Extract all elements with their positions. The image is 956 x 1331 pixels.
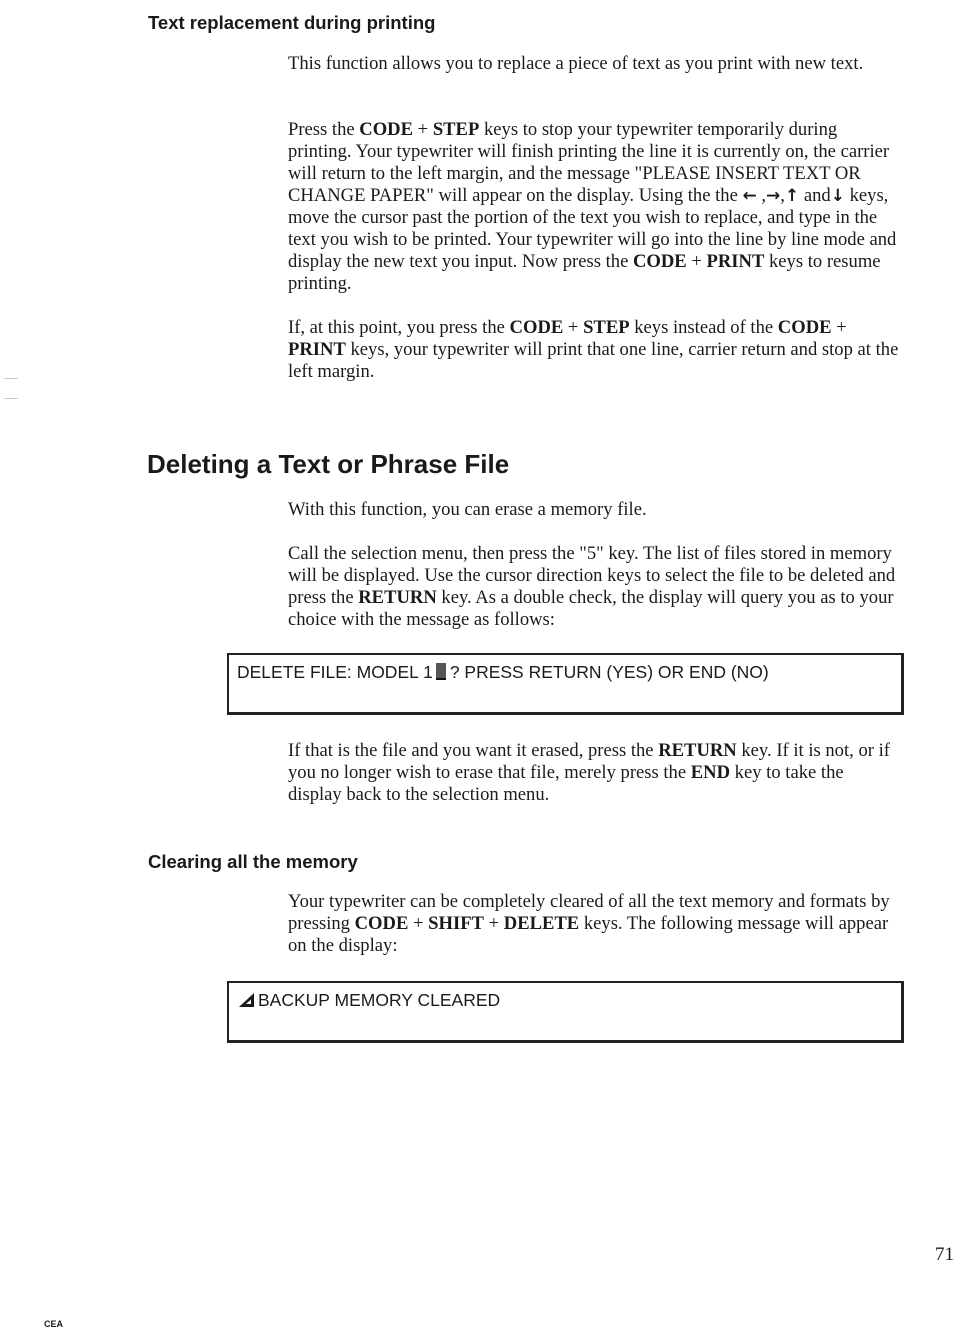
display-message: BACKUP MEMORY CLEARED [237, 990, 500, 1011]
display-backup-cleared [227, 981, 904, 1043]
key-shift: SHIFT [428, 913, 484, 934]
paragraph-step-alternative: If, at this point, you press the CODE + STEP keys instead of the CODE + PRINT keys, your typewriter will print that one line, carrier return and stop at the left margin. [288, 317, 899, 382]
footer-code: CEA [44, 1319, 64, 1329]
key-delete: DELETE [503, 913, 580, 934]
paragraph-instructions: Press the CODE + STEP keys to stop your typewriter temporarily during printing. Your typewriter will finish printing the line it is currently on, the carrier will return to the left margin, and the message "PLEASE INSERT TEXT OR CHANGE PAPER" will appear on the display. Using the the ← ,→,↑ and↓ keys, move the cursor past the portion of the text you wish to replace, and type in the text you wish to be printed. Your typewriter will go into the line by line mode and display the new text you input. Now press the CODE + PRINT keys to resume printing. [288, 119, 897, 294]
section-heading-text-replacement: Text replacement during printing [148, 12, 436, 33]
arrow-right-icon: → [766, 186, 781, 206]
paragraph-erase-intro: With this function, you can erase a memory file. [288, 499, 647, 520]
arrow-left-icon: ← [742, 186, 757, 206]
display-delete-file [227, 653, 904, 715]
key-return: RETURN [358, 587, 437, 608]
key-code: CODE [777, 317, 832, 338]
key-print: PRINT [706, 251, 765, 272]
arrow-up-icon: ↑ [784, 186, 800, 206]
key-step: STEP [583, 317, 630, 338]
key-print: PRINT [288, 339, 346, 360]
scan-mark [4, 398, 18, 399]
key-code: CODE [354, 913, 409, 934]
key-return: RETURN [658, 740, 737, 761]
paragraph-selection-menu: Call the selection menu, then press the "5" key. The list of files stored in memory will be displayed. Use the cursor direction keys to select the file to be deleted and press the RETURN key. As a double check, the display will query you as to your choice with the message as follows: [288, 543, 896, 630]
scan-mark [4, 378, 18, 379]
section-heading-clearing-memory: Clearing all the memory [148, 851, 358, 872]
key-code: CODE [509, 317, 564, 338]
paragraph-confirm-delete: If that is the file and you want it erased, press the RETURN key. If it is not, or if you no longer wish to erase that file, merely press the END key to take the display back to the selection menu. [288, 740, 890, 805]
paragraph-clear-memory: Your typewriter can be completely cleared of all the text memory and formats by pressing CODE + SHIFT + DELETE keys. The following message will appear on the display: [288, 891, 890, 956]
key-end: END [690, 762, 731, 783]
display-message: DELETE FILE: MODEL 1 ? PRESS RETURN (YES) OR END (NO) [237, 662, 769, 682]
paragraph-intro: This function allows you to replace a piece of text as you print with new text. [288, 53, 864, 74]
page-number: 71 [935, 1244, 954, 1265]
section-heading-deleting-file: Deleting a Text or Phrase File [147, 449, 510, 479]
cursor-block-icon [436, 663, 446, 680]
key-code: CODE [359, 119, 414, 140]
key-step: STEP [432, 119, 480, 140]
warning-triangle-icon [237, 992, 257, 1008]
arrow-down-icon: ↓ [830, 186, 845, 206]
key-code: CODE [632, 251, 687, 272]
